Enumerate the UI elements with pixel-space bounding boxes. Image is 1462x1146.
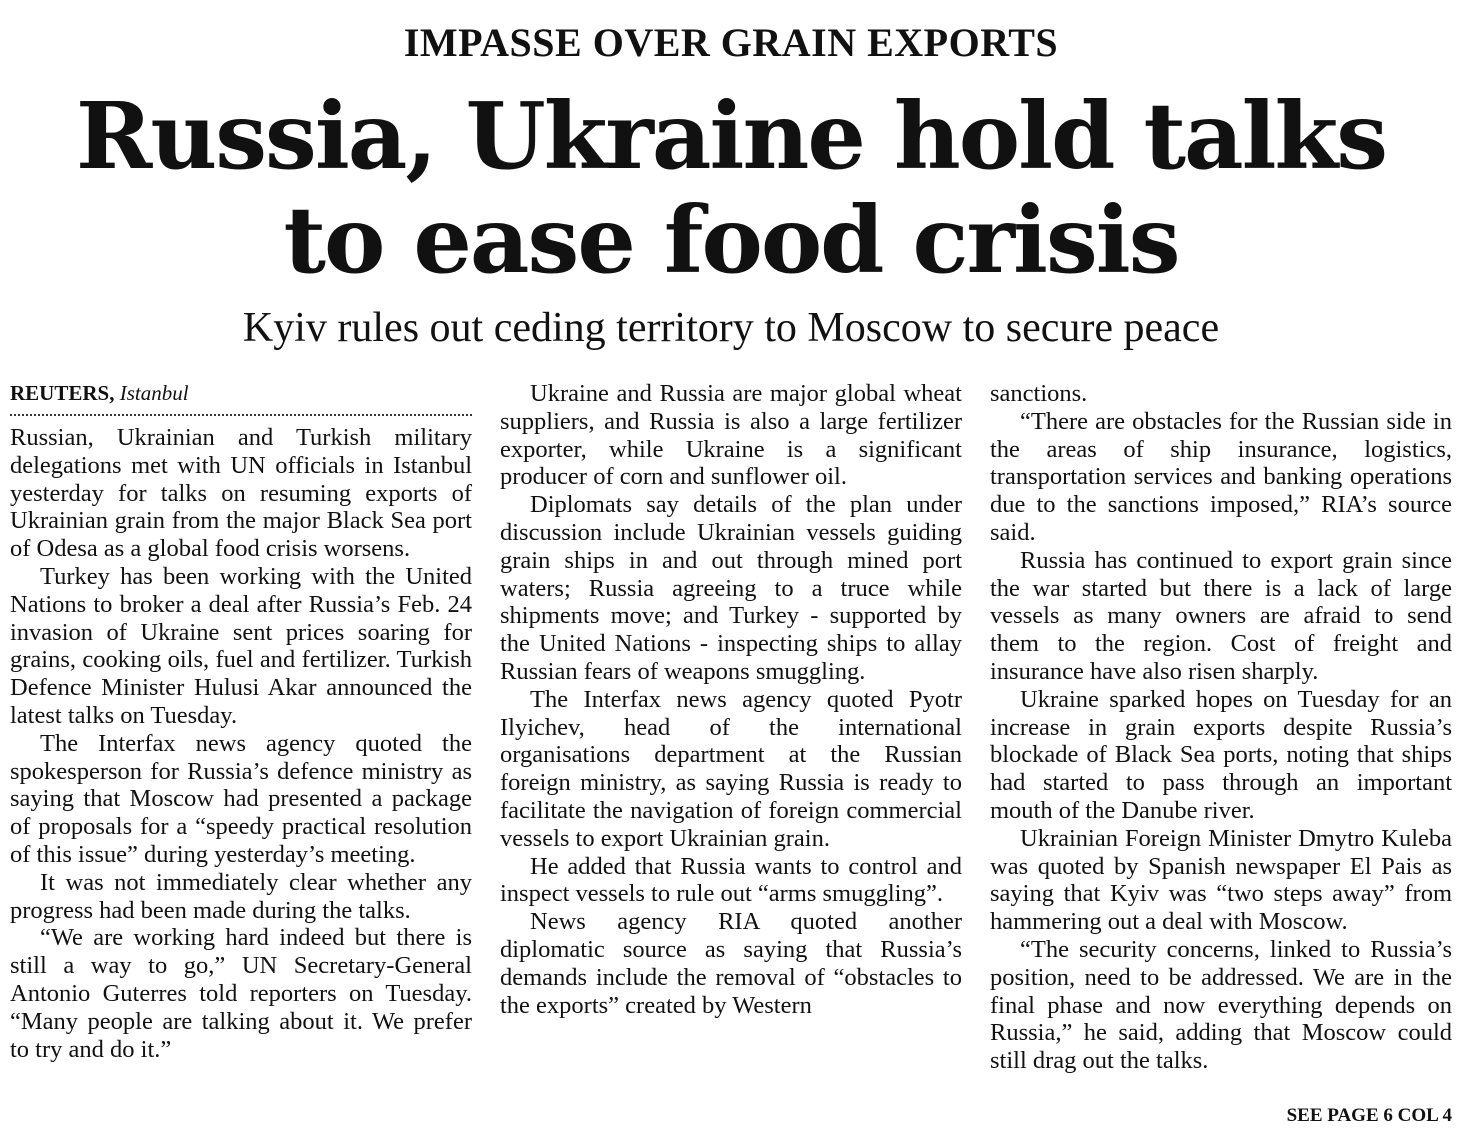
byline-agency: REUTERS,	[10, 381, 115, 405]
kicker: IMPASSE OVER GRAIN EXPORTS	[403, 20, 1059, 65]
column-3	[990, 380, 1452, 1075]
paragraph: The Interfax news agency quoted the spokesperson for Russia’s defence ministry as saying that Moscow had presented a package of proposals for a “speedy practical resolution of this issue” during yesterday’s meeting.	[10, 729, 472, 868]
jump-reference: SEE PAGE 6 COL 4	[1286, 1105, 1452, 1126]
paragraph-continued: sanctions.	[990, 380, 1088, 407]
byline	[10, 380, 472, 416]
paragraph: The Interfax news agency quoted Pyotr Ilyichev, head of the international organisations department at the Russian foreign ministry, as saying Russia is ready to facilitate the navigation of foreign commercial vessels to export Ukrainian grain.	[500, 685, 962, 852]
paragraph: Ukrainian Foreign Minister Dmytro Kuleba was quoted by Spanish newspaper El Pais as saying that Kyiv was “two steps away” from hammering out a deal with Moscow.	[990, 824, 1452, 936]
paragraph: Diplomats say details of the plan under discussion include Ukrainian vessels guiding grain ships in and out through mined port waters; Russia agreeing to a truce while shipments move; and Turkey - supported by the United Nations - inspecting ships to allay Russian fears of weapons smuggling.	[500, 491, 962, 685]
paragraph: Russia has continued to export grain since the war started but there is a lack of large vessels as many owners are afraid to send them to the region. Cost of freight and insurance have also risen sharply.	[990, 546, 1452, 685]
paragraph: It was not immediately clear whether any progress had been made during the talks.	[10, 868, 472, 924]
paragraph: Ukraine and Russia are major global wheat suppliers, and Russia is also a large fertilizer exporter, while Ukraine is a significant producer of corn and sunflower oil.	[500, 380, 962, 491]
paragraph: News agency RIA quoted another diplomatic source as saying that Russia’s demands include the removal of “obstacles to the exports” created by Western	[500, 908, 962, 1019]
headline-line-1: Russia, Ukraine hold talks	[75, 82, 1387, 190]
headline-line-2: to ease food crisis	[283, 186, 1179, 294]
paragraph: Ukraine sparked hopes on Tuesday for an increase in grain exports despite Russia’s blockade of Black Sea ports, noting that ships had started to pass through an important mouth of the Danube river.	[990, 685, 1452, 824]
paragraph: Russian, Ukrainian and Turkish military delegations met with UN officials in Istanbul yesterday for talks on resuming exports of Ukrainian grain from the major Black Sea port of Odesa as a global food crisis worsens.	[10, 424, 472, 563]
column-2	[500, 380, 962, 1019]
paragraph: He added that Russia wants to control and inspect vessels to rule out “arms smuggling”.	[500, 852, 962, 908]
paragraph: “There are obstacles for the Russian side in the areas of ship insurance, logistics, transportation services and banking operations due to the sanctions imposed,” RIA’s source said.	[990, 407, 1452, 546]
byline-place: Istanbul	[119, 381, 189, 405]
column-1	[10, 380, 472, 1063]
paragraph: Turkey has been working with the United Nations to broker a deal after Russia’s Feb. 24 invasion of Ukraine sent prices soaring for grains, cooking oils, fuel and fertilizer. Turkish Defence Minister Hulusi Akar announced the latest talks on Tuesday.	[10, 562, 472, 729]
headline	[0, 84, 1462, 292]
paragraph: “The security concerns, linked to Russia’s position, need to be addressed. We are in the final phase and now everything depends on Russia,” he said, adding that Moscow could still drag out the talks.	[990, 935, 1452, 1075]
deck: Kyiv rules out ceding territory to Moscow to secure peace	[242, 305, 1220, 351]
paragraph: “We are working hard indeed but there is still a way to go,” UN Secretary-General Antonio Guterres told reporters on Tuesday. “Many people are talking about it. We prefer to try and do it.”	[10, 924, 472, 1063]
